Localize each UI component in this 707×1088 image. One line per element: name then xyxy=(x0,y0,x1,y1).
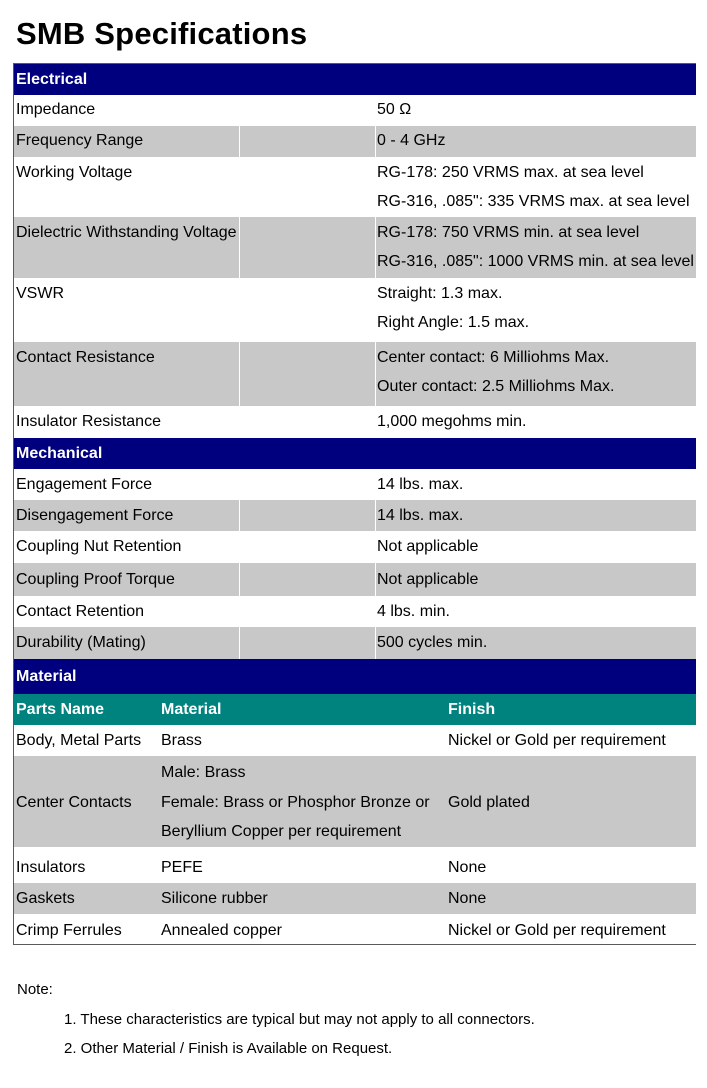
spec-label: Disengagement Force xyxy=(16,507,174,524)
table-row xyxy=(14,883,696,914)
table-row xyxy=(14,126,696,157)
column-header: Finish xyxy=(448,701,496,718)
cell-divider xyxy=(375,500,376,531)
spec-value: 0 - 4 GHz xyxy=(377,132,446,149)
table-row xyxy=(14,278,696,342)
spec-label: Dielectric Withstanding Voltage xyxy=(16,224,237,241)
material-value: Silicone rubber xyxy=(161,890,268,907)
material-value: Male: Brass xyxy=(161,764,246,781)
spec-value: 4 lbs. min. xyxy=(377,603,450,620)
table-row xyxy=(14,217,696,278)
material-value: Annealed copper xyxy=(161,922,282,939)
spec-value: RG-316, .085": 1000 VRMS min. at sea level xyxy=(377,253,694,270)
cell-divider xyxy=(239,627,240,659)
notes-label: Note: xyxy=(17,981,53,998)
spec-value: 1,000 megohms min. xyxy=(377,413,527,430)
section-header-mechanical xyxy=(14,438,696,469)
spec-value: RG-316, .085": 335 VRMS max. at sea level xyxy=(377,193,690,210)
spec-value: Center contact: 6 Milliohms Max. xyxy=(377,349,610,366)
spec-value: 14 lbs. max. xyxy=(377,507,464,524)
table-row xyxy=(14,847,696,883)
section-header-electrical xyxy=(14,64,696,95)
note-item: 1. These characteristics are typical but may not apply to all connectors. xyxy=(64,1011,535,1028)
spec-label: Coupling Proof Torque xyxy=(16,571,175,588)
cell-divider xyxy=(239,342,240,406)
cell-divider xyxy=(375,342,376,406)
cell-divider xyxy=(239,126,240,157)
spec-label: VSWR xyxy=(16,285,64,302)
table-row xyxy=(14,531,696,563)
spec-label: Contact Retention xyxy=(16,603,145,620)
table-row xyxy=(14,627,696,659)
cell-divider xyxy=(375,126,376,157)
table-row xyxy=(14,725,696,756)
spec-value: Not applicable xyxy=(377,571,479,588)
page-title: SMB Specifications xyxy=(16,16,308,51)
table-row xyxy=(14,469,696,500)
spec-value: 500 cycles min. xyxy=(377,634,488,651)
material-column-header-row xyxy=(14,694,696,725)
section-header-label: Material xyxy=(16,667,77,685)
spec-value: 50 Ω xyxy=(377,101,412,118)
spec-value: Outer contact: 2.5 Milliohms Max. xyxy=(377,378,615,395)
cell-divider xyxy=(375,217,376,278)
part-name: Body, Metal Parts xyxy=(16,732,142,749)
spec-label: Working Voltage xyxy=(16,164,133,181)
table-row xyxy=(14,406,696,438)
column-header: Parts Name xyxy=(16,701,105,718)
material-value: Beryllium Copper per requirement xyxy=(161,823,402,840)
spec-value: RG-178: 750 VRMS min. at sea level xyxy=(377,224,640,241)
table-row xyxy=(14,95,696,126)
spec-value: Straight: 1.3 max. xyxy=(377,285,503,302)
spec-label: Durability (Mating) xyxy=(16,634,146,651)
material-value: Female: Brass or Phosphor Bronze or xyxy=(161,794,430,811)
finish-value: None xyxy=(448,859,487,876)
table-row xyxy=(14,563,696,596)
note-item: 2. Other Material / Finish is Available on Request. xyxy=(64,1040,393,1057)
part-name: Center Contacts xyxy=(16,794,132,811)
table-row xyxy=(14,756,696,847)
table-row xyxy=(14,157,696,217)
spec-value: Not applicable xyxy=(377,538,479,555)
spec-label: Contact Resistance xyxy=(16,349,155,366)
table-row xyxy=(14,500,696,531)
table-row xyxy=(14,596,696,627)
spec-label: Coupling Nut Retention xyxy=(16,538,182,555)
section-header-label: Mechanical xyxy=(16,444,103,462)
material-value: PEFE xyxy=(161,859,203,876)
part-name: Insulators xyxy=(16,859,86,876)
finish-value: None xyxy=(448,890,487,907)
part-name: Gaskets xyxy=(16,890,75,907)
cell-divider xyxy=(239,500,240,531)
spec-label: Engagement Force xyxy=(16,476,153,493)
finish-value: Nickel or Gold per requirement xyxy=(448,922,666,939)
material-value: Brass xyxy=(161,732,202,749)
spec-value: RG-178: 250 VRMS max. at sea level xyxy=(377,164,644,181)
finish-value: Nickel or Gold per requirement xyxy=(448,732,666,749)
table-row xyxy=(14,914,696,944)
cell-divider xyxy=(375,563,376,596)
spec-value: Right Angle: 1.5 max. xyxy=(377,314,530,331)
section-header-material xyxy=(14,659,696,694)
cell-divider xyxy=(239,563,240,596)
part-name: Crimp Ferrules xyxy=(16,922,122,939)
spec-label: Impedance xyxy=(16,101,96,118)
cell-divider xyxy=(239,217,240,278)
finish-value: Gold plated xyxy=(448,794,530,811)
section-header-label: Electrical xyxy=(16,70,88,88)
table-row xyxy=(14,342,696,406)
spec-label: Frequency Range xyxy=(16,132,144,149)
column-header: Material xyxy=(161,701,222,718)
spec-label: Insulator Resistance xyxy=(16,413,161,430)
spec-value: 14 lbs. max. xyxy=(377,476,464,493)
cell-divider xyxy=(375,627,376,659)
